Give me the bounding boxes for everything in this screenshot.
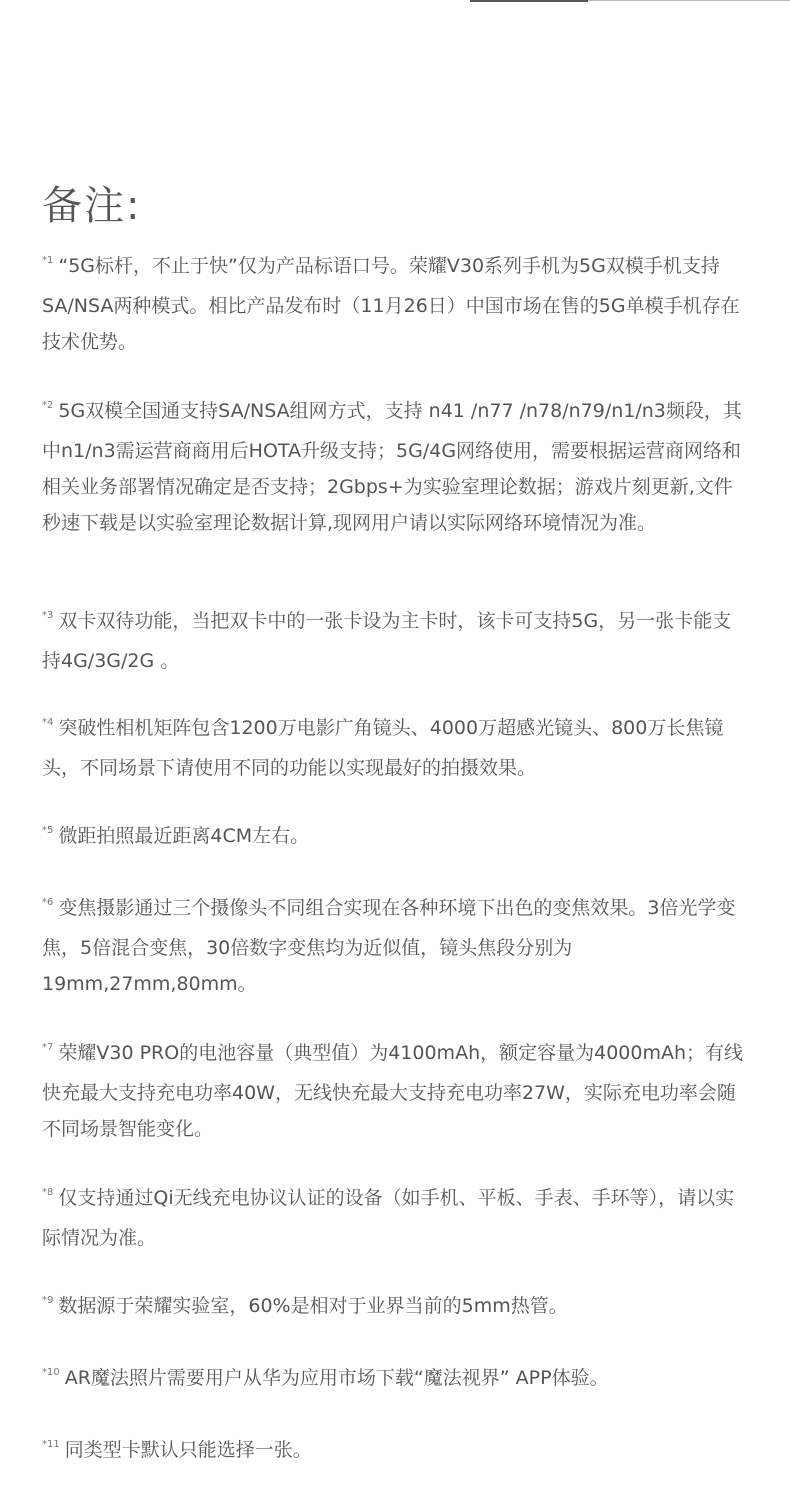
note-4	[42, 710, 750, 786]
note-5	[42, 818, 750, 858]
note-text: 双卡双待功能，当把双卡中的一张卡设为主卡时，该卡可支持5G，另一张卡能支持4G/3G/2G 。	[42, 610, 732, 672]
note-2	[42, 393, 750, 541]
note-1	[42, 248, 750, 360]
note-8	[42, 1180, 750, 1256]
note-6	[42, 890, 750, 1002]
top-divider	[470, 0, 588, 2]
note-text: AR魔法照片需要用户从华为应用市场下载“魔法视界” APP体验。	[64, 1367, 609, 1389]
note-text: 5G双模全国通支持SA/NSA组网方式，支持 n41 /n77 /n78/n79/n1/n3频段，其中n1/n3需运营商商用后HOTA升级支持；5G/4G网络使用，需要根据运营商网络和相关业务部署情况确定是否支持；2Gbps+为实验室理论数据；游戏片刻更新,文件秒速下载是以实验室理论数据计算,现网用户请以实际网络环境情况为准。	[42, 400, 742, 534]
note-7	[42, 1035, 750, 1147]
note-marker: *8	[42, 1187, 54, 1198]
note-text: 荣耀V30 PRO的电池容量（典型值）为4100mAh，额定容量为4000mAh；有线快充最大支持充电功率40W，无线快充最大支持充电功率27W，实际充电功率会随不同场景智能变化。	[42, 1042, 744, 1140]
note-text: 微距拍照最近距离4CM左右。	[58, 825, 310, 847]
note-10	[42, 1360, 750, 1400]
page-title: 备注:	[42, 183, 142, 229]
note-marker: *5	[42, 825, 54, 836]
note-marker: *10	[42, 1367, 60, 1378]
note-3	[42, 603, 750, 679]
top-divider-light	[588, 0, 790, 1]
note-text: 突破性相机矩阵包含1200万电影广角镜头、4000万超感光镜头、800万长焦镜头，不同场景下请使用不同的功能以实现最好的拍摄效果。	[42, 717, 724, 779]
note-marker: *1	[42, 255, 54, 266]
note-11	[42, 1432, 750, 1472]
note-marker: *7	[42, 1042, 54, 1053]
note-text: 同类型卡默认只能选择一张。	[64, 1439, 312, 1461]
note-text: 仅支持通过Qi无线充电协议认证的设备（如手机、平板、手表、手环等），请以实际情况为准。	[42, 1187, 735, 1249]
note-marker: *2	[42, 400, 54, 411]
note-marker: *4	[42, 717, 54, 728]
note-marker: *11	[42, 1439, 60, 1450]
note-marker: *6	[42, 897, 54, 908]
note-marker: *3	[42, 610, 54, 621]
note-text: 变焦摄影通过三个摄像头不同组合实现在各种环境下出色的变焦效果。3倍光学变焦，5倍混合变焦，30倍数字变焦均为近似值，镜头焦段分别为19mm,27mm,80mm。	[42, 897, 736, 995]
note-text: 数据源于荣耀实验室，60%是相对于业界当前的5mm热管。	[58, 1295, 568, 1317]
note-9	[42, 1288, 750, 1328]
note-text: “5G标杆，不止于快”仅为产品标语口号。荣耀V30系列手机为5G双模手机支持SA/NSA两种模式。相比产品发布时（11月26日）中国市场在售的5G单模手机存在技术优势。	[42, 255, 740, 353]
note-marker: *9	[42, 1295, 54, 1306]
